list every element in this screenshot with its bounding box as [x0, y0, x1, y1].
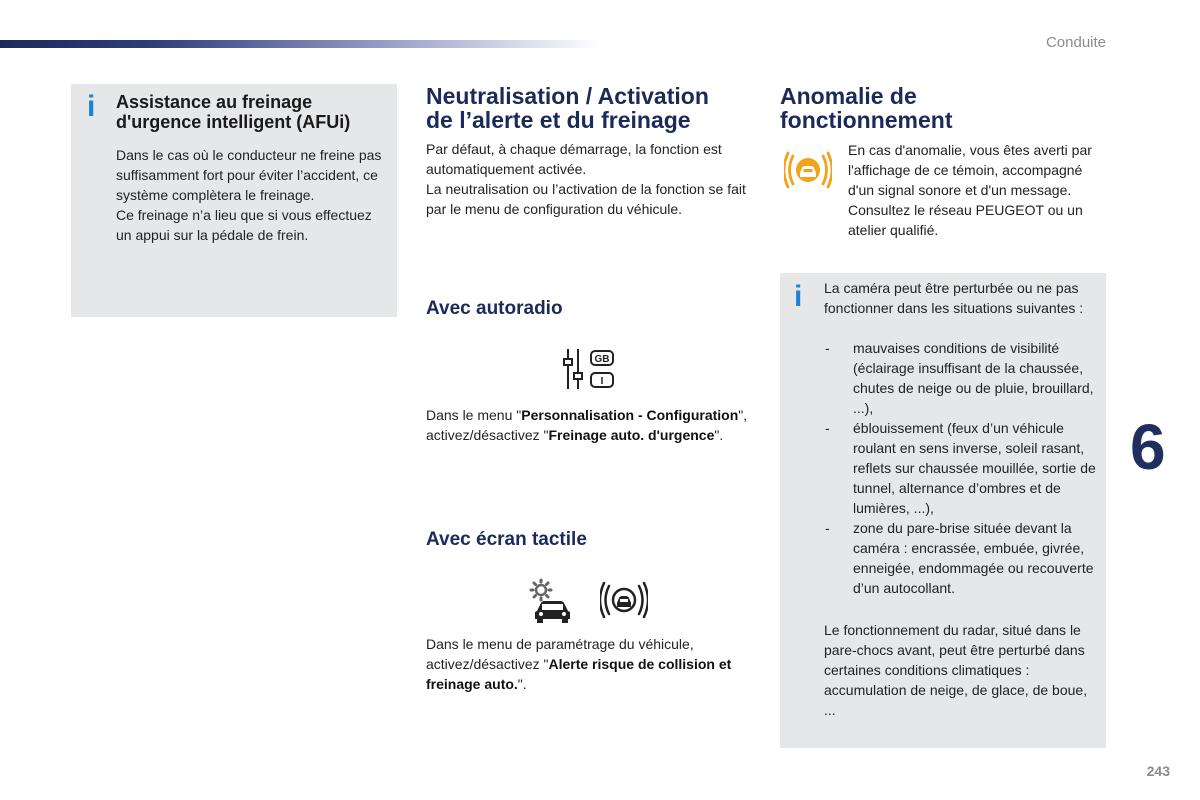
list-item: - éblouissement (feux d’un véhicule roulant en sens inverse, soleil rasant, reflets sur chaussée mouillée, sortie de tunnel, alternance d’ombres et de lumières, ...),: [825, 420, 1096, 516]
menu-name: Personnalisation - Configuration: [521, 407, 739, 423]
intro-p2: La neutralisation ou l’activation de la fonction se fait par le menu de configuration du véhicule.: [426, 181, 746, 217]
page-number: 243: [1146, 763, 1170, 779]
function-name: Freinage auto. d'urgence: [548, 427, 715, 443]
settings-sliders-icon: [560, 345, 620, 393]
radar-note: Le fonctionnement du radar, situé dans le pare-chocs avant, peut être perturbé dans certaines conditions climatiques : accumulation de neige, de glace, de boue, ...: [824, 622, 1088, 718]
intro-p1: Par défaut, à chaque démarrage, la fonction est automatiquement activée.: [426, 141, 722, 177]
afui-p1: Dans le cas où le conducteur ne freine pas suffisamment fort pour éviter l’accident, ce système complètera le freinage.: [116, 147, 382, 203]
camera-info-box: [780, 273, 1106, 748]
neutralisation-title-line2: de l’alerte et du freinage: [426, 107, 691, 133]
neutralisation-intro: [426, 139, 761, 219]
chapter-number: 6: [1130, 411, 1166, 483]
anomaly-description: [848, 140, 1108, 240]
neutralisation-title-line1: Neutralisation / Activation: [426, 83, 709, 109]
neutralisation-title: [426, 84, 766, 132]
car-settings-icon: [527, 578, 577, 624]
header-gradient-bar: [0, 40, 600, 48]
touchscreen-instructions: Dans le menu de paramétrage du véhicule, activez/désactivez "Alerte risque de collision et freinage auto.".: [426, 636, 732, 692]
anomaly-title: [780, 84, 1110, 132]
afui-info-box: [71, 84, 397, 317]
autoradio-instructions: Dans le menu "Personnalisation - Configuration", activez/désactivez "Freinage auto. d'urgence".: [426, 407, 748, 443]
anomaly-p2: Consultez le réseau PEUGEOT ou un atelier qualifié.: [848, 202, 1083, 238]
camera-intro: La caméra peut être perturbée ou ne pas fonctionner dans les situations suivantes :: [824, 280, 1084, 316]
afui-description: [116, 145, 386, 245]
list-item: - mauvaises conditions de visibilité (éclairage insuffisant de la chaussée, chutes de neige ou de pluie, brouillard, ...),: [825, 340, 1094, 416]
afui-p2: Ce freinage n’a lieu que si vous effectuez un appui sur la pédale de frein.: [116, 207, 372, 243]
icon-label-i: I: [600, 376, 604, 387]
touchscreen-function-name: Alerte risque de collision et freinage auto.: [426, 656, 732, 692]
afui-title: Assistance au freinage d'urgence intelligent (AFUi): [116, 92, 351, 132]
anomaly-title-line1: Anomalie de: [780, 83, 917, 109]
anomaly-title-line2: fonctionnement: [780, 107, 953, 133]
anomaly-p1: En cas d'anomalie, vous êtes averti par l'affichage de ce témoin, accompagné d'un signal sonore et d'un message.: [848, 142, 1092, 198]
touchscreen-heading: Avec écran tactile: [426, 529, 587, 550]
list-item: - zone du pare-brise située devant la caméra : encrassée, embuée, givrée, enneigée, endommagée ou recouverte d’un autocollant.: [825, 520, 1094, 596]
section-title: Conduite: [1045, 34, 1106, 51]
collision-alert-icon: [600, 580, 648, 620]
autoradio-heading: Avec autoradio: [426, 298, 563, 319]
collision-warning-lamp-icon: [784, 150, 832, 190]
info-icon: i: [794, 280, 803, 313]
camera-conditions-list: [824, 338, 1099, 598]
icon-label-gb: GB: [594, 354, 610, 365]
info-icon: i: [87, 90, 96, 123]
